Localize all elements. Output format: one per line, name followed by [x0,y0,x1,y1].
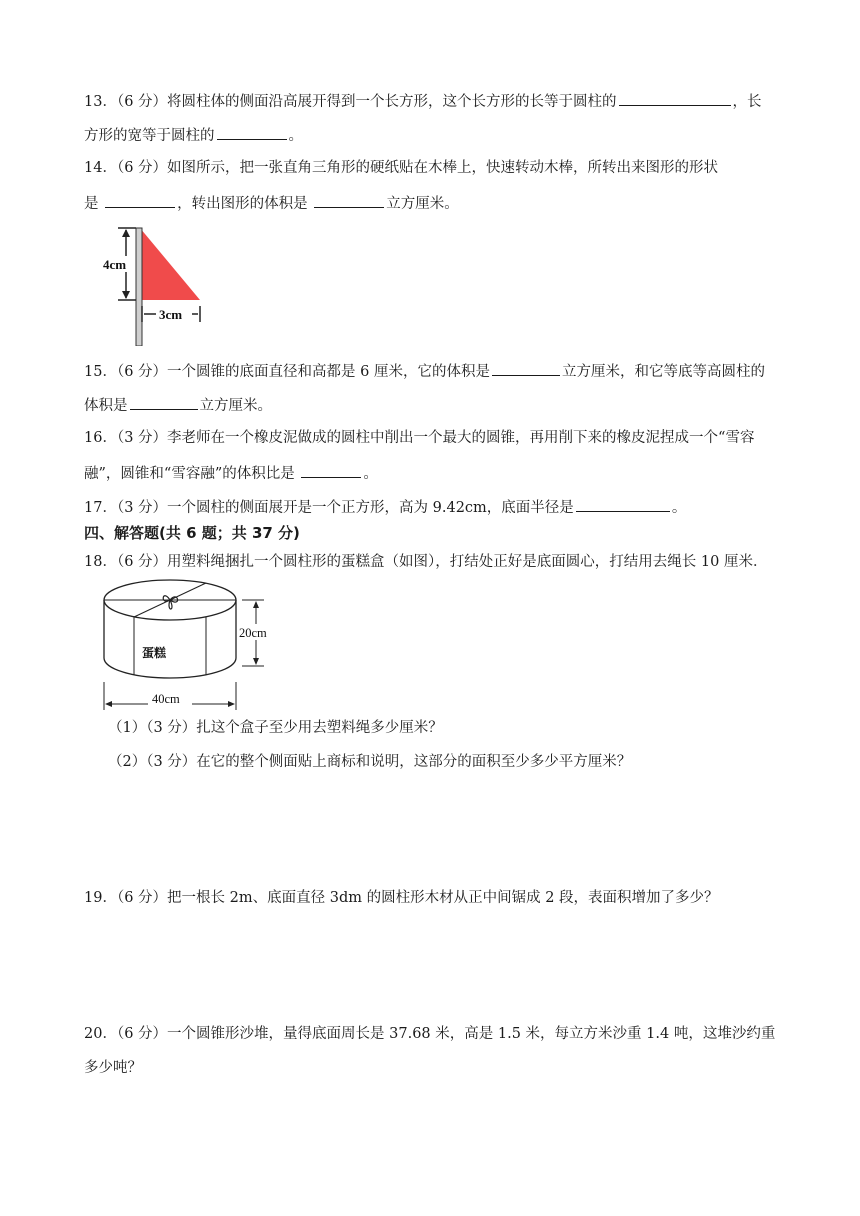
q13-blank-2[interactable] [217,124,287,140]
q13-blank-1[interactable] [619,90,731,106]
q16-blank[interactable] [301,462,361,478]
q16-line2 [84,462,378,484]
q13-tail-2: 。 [288,128,303,144]
height-label: 20cm [239,626,267,640]
q20-line2: 多少吨？ [84,1060,142,1076]
q13-text-2: 方形的宽等于圆柱的 [84,128,215,144]
q18-line1: 18．（6 分）用塑料绳捆扎一个圆柱形的蛋糕盒（如图），打结处正好是底面圆心，打结用去绳长 10 厘米． [84,554,768,570]
q15-line2 [84,394,272,416]
height-label: 4cm [103,257,127,272]
section-heading: 四、解答题(共 6 题；共 37 分) [84,524,300,542]
q13-line1 [84,90,762,112]
q17-blank[interactable] [576,496,670,512]
q13-text: 13．（6 分）将圆柱体的侧面沿高展开得到一个长方形，这个长方形的长等于圆柱的 [84,94,617,110]
q18-sub2: （2）（3 分）在它的整个侧面贴上商标和说明，这部分的面积至少多少平方厘米？ [108,754,632,770]
q18-cake-box-figure [96,578,286,712]
q14-text-a: 是 [84,196,104,212]
q15-text-c: 体积是 [84,398,128,414]
q14-triangle-figure [98,222,208,346]
width-label: 40cm [152,692,180,706]
q15-text-d: 立方厘米。 [199,398,272,414]
base-label: 3cm [159,307,183,322]
q17-line1 [84,496,686,518]
q14-text-b: ，转出图形的体积是 [177,196,313,212]
q20-line1: 20．（6 分）一个圆锥形沙堆，量得底面周长是 37.68 米，高是 1.5 米，每立方米沙重 1.4 吨，这堆沙约重 [84,1026,776,1042]
q19-line1: 19．（6 分）把一根长 2m、底面直径 3dm 的圆柱形木材从正中间锯成 2 段，表面积增加了多少？ [84,890,719,906]
q14-blank-2[interactable] [314,192,384,208]
q15-blank-2[interactable] [130,394,198,410]
q16-text-a: 融”，圆锥和“雪容融”的体积比是 [84,466,300,482]
q18-sub1: （1）（3 分）扎这个盒子至少用去塑料绳多少厘米？ [108,720,443,736]
q14-text-c: 立方厘米。 [386,196,459,212]
q13-tail: ，长 [732,94,762,110]
q15-blank-1[interactable] [492,360,560,376]
arrow-left-icon [105,701,112,707]
arrow-right-icon [228,701,235,707]
q14-line2 [84,192,459,214]
wooden-stick [136,228,142,346]
q14-blank-1[interactable] [105,192,175,208]
q17-text-a: 17．（3 分）一个圆柱的侧面展开是一个正方形，高为 9.42cm，底面半径是 [84,500,574,516]
q13-line2 [84,124,303,146]
q15-line1 [84,360,765,382]
q16-text-b: 。 [363,466,378,482]
q14-line1: 14．（6 分）如图所示，把一张直角三角形的硬纸贴在木棒上，快速转动木棒，所转出来图形的形状 [84,160,719,176]
arrow-up-icon [253,601,259,608]
q17-text-b: 。 [671,500,687,516]
q16-line1: 16．（3 分）李老师在一个橡皮泥做成的圆柱中削出一个最大的圆锥，再用削下来的橡皮泥捏成一个“雪容 [84,430,755,446]
arrow-down-icon [253,658,259,665]
cake-label: 蛋糕 [142,646,167,660]
q15-text-a: 15．（6 分）一个圆锥的底面直径和高都是 6 厘米，它的体积是 [84,364,490,380]
q15-text-b: 立方厘米，和它等底等高圆柱的 [561,364,765,380]
